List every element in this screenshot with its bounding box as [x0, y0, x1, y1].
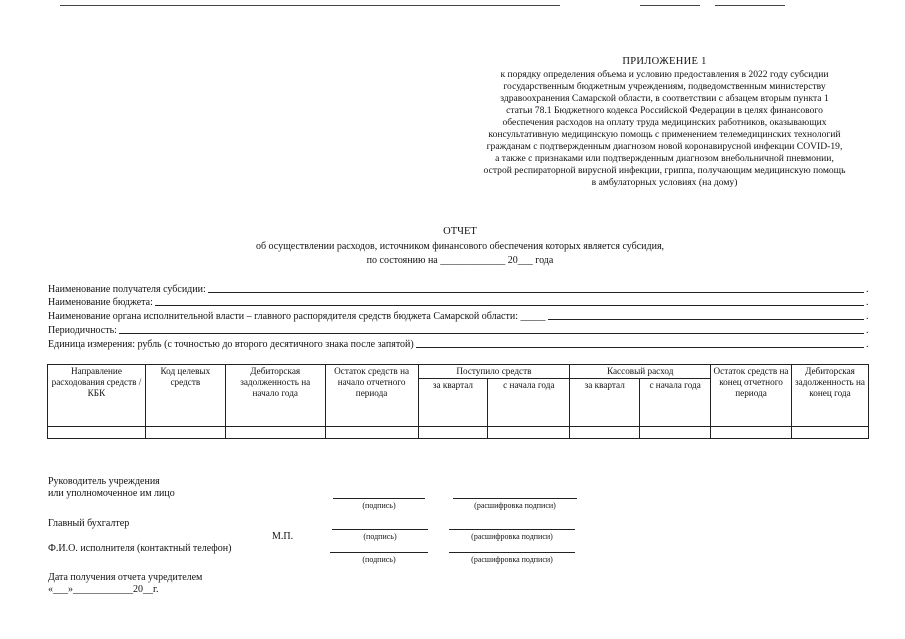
executor-sign-caption: (подпись) — [362, 555, 396, 564]
accountant-decode-caption: (расшифровка подписи) — [471, 532, 553, 541]
accountant-sign-line[interactable] — [332, 529, 428, 530]
executor-decode-caption: (расшифровка подписи) — [471, 555, 553, 564]
table-cell[interactable] — [791, 427, 868, 439]
unit-label: Единица измерения: рубль (с точностью до второго десятичного знака после запятой) — [48, 339, 414, 350]
header-receivable-start: Дебиторская задолженность на начало года — [225, 365, 325, 427]
received-date-label: Дата получения отчета учредителем — [48, 572, 203, 583]
authority-field[interactable]: Наименование органа исполнительной власти – главного распорядителя средств бюджета Самарской области: _____ . — [48, 311, 869, 322]
appendix-line: обеспечения расходов на оплату труда медицинских работников, оказывающих — [502, 117, 827, 128]
scan-mark — [715, 5, 785, 6]
appendix-line: статьи 78.1 Бюджетного кодекса Российской Федерации в целях финансового — [506, 105, 823, 116]
recipient-label: Наименование получателя субсидии: — [48, 284, 206, 295]
header-received: Поступило средств — [418, 365, 570, 379]
head-decode-line[interactable] — [453, 498, 577, 499]
report-title: ОТЧЕТ — [443, 226, 477, 237]
executor-label: Ф.И.О. исполнителя (контактный телефон) — [48, 543, 232, 554]
appendix-line: государственным бюджетным учреждениям, подведомственным министерству — [503, 81, 826, 92]
recipient-field[interactable]: Наименование получателя субсидии: . — [48, 284, 869, 295]
header-direction: Направление расходования средств / КБК — [48, 365, 146, 427]
appendix-title: ПРИЛОЖЕНИЕ 1 — [622, 56, 707, 67]
appendix-line: гражданам с подтвержденным диагнозом новой коронавирусной инфекции COVID-19, — [486, 141, 843, 152]
table-row[interactable] — [48, 427, 869, 439]
table-cell[interactable] — [48, 427, 146, 439]
appendix-line: консультативную медицинскую помощь с применением телемедицинских технологий — [488, 129, 841, 140]
head-sign-line[interactable] — [333, 498, 425, 499]
appendix-line: здравоохранения Самарской области, в соответствии с абзацем вторым пункта 1 — [500, 93, 829, 104]
report-date-line: по состоянию на _____________ 20___ года — [366, 255, 554, 266]
periodicity-field[interactable]: Периодичность: . — [48, 325, 869, 336]
authority-label: Наименование органа исполнительной власти – главного распорядителя средств бюджета Самарской области: _____ — [48, 311, 546, 322]
unit-field: Единица измерения: рубль (с точностью до второго десятичного знака после запятой) . — [48, 339, 869, 350]
appendix-line: в амбулаторных условиях (на дому) — [591, 177, 738, 188]
accountant-sign-caption: (подпись) — [363, 532, 397, 541]
budget-field[interactable]: Наименование бюджета: . — [48, 297, 869, 308]
header-balance-end: Остаток средств на конец отчетного периода — [711, 365, 792, 427]
header-balance-start: Остаток средств на начало отчетного периода — [325, 365, 418, 427]
periodicity-label: Периодичность: — [48, 325, 117, 336]
head-sign-caption: (подпись) — [362, 501, 396, 510]
table-cell[interactable] — [325, 427, 418, 439]
appendix-line: острой респираторной вирусной инфекции, гриппа, получающим медицинскую помощь — [483, 165, 846, 176]
table-cell[interactable] — [640, 427, 711, 439]
header-received-quarter: за квартал — [418, 379, 488, 427]
header-cash-ytd: с начала года — [640, 379, 711, 427]
stamp-label: М.П. — [272, 531, 294, 542]
header-code: Код целевых средств — [145, 365, 225, 427]
table-cell[interactable] — [145, 427, 225, 439]
scan-mark — [60, 5, 560, 6]
table-cell[interactable] — [225, 427, 325, 439]
scan-mark — [640, 5, 700, 6]
executor-decode-line[interactable] — [449, 552, 575, 553]
header-received-ytd: с начала года — [488, 379, 570, 427]
table-cell[interactable] — [418, 427, 488, 439]
head-label-1: Руководитель учреждения — [48, 476, 160, 487]
header-receivable-end: Дебиторская задолженность на конец года — [791, 365, 868, 427]
appendix-line: к порядку определения объема и условию предоставления в 2022 году субсидии — [500, 69, 829, 80]
appendix-line: а также с признаками или подтвержденным диагнозом внебольничной пневмонии, — [495, 153, 834, 164]
received-date-field[interactable]: «___»____________20__г. — [48, 584, 159, 595]
head-label-2: или уполномоченное им лицо — [48, 488, 175, 499]
header-cash-quarter: за квартал — [570, 379, 640, 427]
report-table — [47, 364, 869, 439]
table-cell[interactable] — [488, 427, 570, 439]
report-subtitle: об осуществлении расходов, источником финансового обеспечения которых является субсидия, — [255, 241, 665, 252]
head-decode-caption: (расшифровка подписи) — [474, 501, 556, 510]
table-cell[interactable] — [711, 427, 792, 439]
budget-label: Наименование бюджета: — [48, 297, 153, 308]
header-cash: Кассовый расход — [570, 365, 711, 379]
appendix-block — [452, 56, 877, 189]
accountant-decode-line[interactable] — [449, 529, 575, 530]
accountant-label: Главный бухгалтер — [48, 518, 130, 529]
table-cell[interactable] — [570, 427, 640, 439]
executor-sign-line[interactable] — [330, 552, 428, 553]
